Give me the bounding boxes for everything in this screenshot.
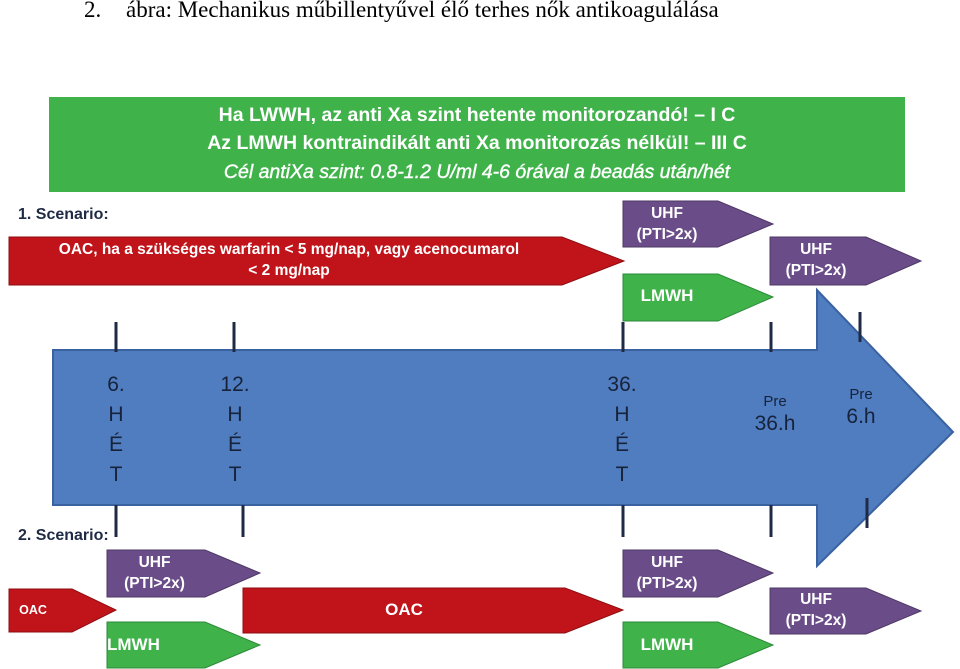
s1-uhf-label-a: UHF (PTI>2x) [636,205,698,243]
s2-lmwh-label-a: LMWH [107,635,160,654]
week-36-label: 36. H É T [607,373,637,486]
s1-uhf-label-b: UHF (PTI>2x) [785,241,847,279]
s2-oac-long-label: OAC [385,600,423,619]
s2-oac-small-label: OAC [19,603,47,617]
scenario-1-title: 1. Scenario: [18,206,109,223]
s2-uhf-label-a: UHF (PTI>2x) [124,554,185,592]
s2-uhf-label-b: UHF (PTI>2x) [636,554,698,592]
banner-line-3: Cél antiXa szint: 0.8-1.2 U/ml 4-6 órával a beadás után/hét [223,161,731,183]
week-12-label: 12. H É T [220,373,250,486]
caption-text: ábra: Mechanikus műbillentyűvel élő terhes nők antikoagulálása [126,0,719,22]
s1-lmwh-label: LMWH [640,286,694,305]
pre-36h-label: Pre 36.h [754,393,796,435]
s2-lmwh-label-b: LMWH [640,635,694,654]
s1-oac-label: OAC, ha a szükséges warfarin < 5 mg/nap, vagy acenocumarol < 2 mg/nap [58,241,520,279]
week-6-label: 6. H É T [107,373,125,486]
pregnancy-timeline-arrow [53,290,953,566]
s2-uhf-label-c: UHF (PTI>2x) [785,591,847,629]
banner-line-1: Ha LWWH, az anti Xa szint hetente monitorozandó! – I C [218,104,736,126]
scenario-2-title: 2. Scenario: [18,527,109,544]
pre-6h-label: Pre 6.h [846,386,876,428]
caption-number: 2. [84,0,102,22]
banner-line-2: Az LMWH kontraindikált anti Xa monitorozás nélkül! – III C [207,132,747,154]
